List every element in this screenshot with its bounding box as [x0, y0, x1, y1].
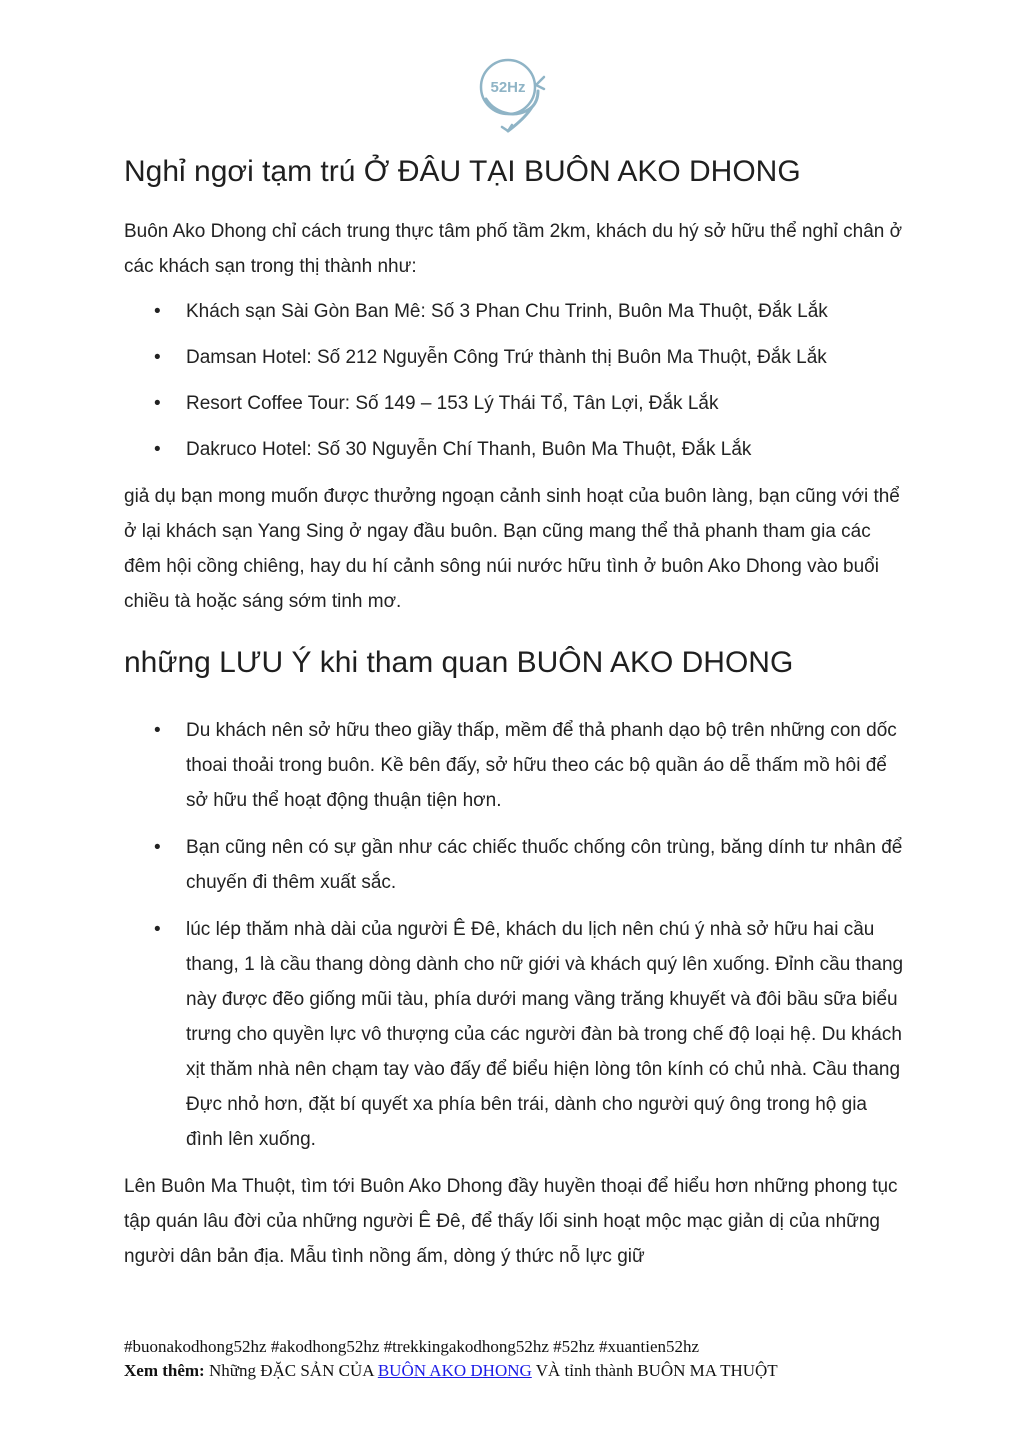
list-item: • Damsan Hotel: Số 212 Nguyễn Công Trứ thành thị Buôn Ma Thuột, Đắk Lắk — [124, 340, 904, 375]
notes-list — [124, 713, 904, 1157]
see-more-label: Xem thêm: — [124, 1361, 205, 1380]
hashtags-line: #buonakodhong52hz #akodhong52hz #trekkingakodhong52hz #52hz #xuantien52hz — [124, 1337, 700, 1356]
page-footer — [124, 1335, 914, 1383]
see-more-before-text: Những ĐẶC SẢN CỦA — [208, 1361, 374, 1380]
heading-where-to-stay: Nghỉ ngơi tạm trú Ở ĐÂU TẠI BUÔN AKO DHONG — [124, 155, 801, 188]
stay-outro-paragraph: giả dụ bạn mong muốn được thưởng ngoạn cảnh sinh hoạt của buôn làng, bạn cũng với thể ở lại khách sạn Yang Sing ở ngay đầu buôn. Bạn cũng mang thể thả phanh tham gia các đêm hội cồng chiêng, hay du hí cảnh sông núi nước hữu tình ở buôn Ako Dhong vào buổi chiều tà hoặc sáng sớm tinh mơ. — [124, 486, 900, 612]
list-item: • Du khách nên sở hữu theo giầy thấp, mềm để thả phanh dạo bộ trên những con dốc thoai thoải trong buôn. Kề bên đấy, sở hữu theo các bộ quần áo dễ thấm mồ hôi để sở hữu thể hoạt động thuận tiện hơn. — [124, 713, 904, 818]
whale-logo-icon — [474, 55, 546, 135]
logo-text: 52Hz — [490, 79, 526, 96]
see-more-line — [124, 1359, 914, 1383]
article-body — [124, 152, 904, 1274]
list-item: • Bạn cũng nên có sự gần như các chiếc thuốc chống côn trùng, băng dính tư nhân để chuyến đi thêm xuất sắc. — [124, 830, 904, 900]
hotel-list — [124, 294, 904, 467]
list-item: • Resort Coffee Tour: Số 149 – 153 Lý Thái Tổ, Tân Lợi, Đắk Lắk — [124, 386, 904, 421]
list-item: • Dakruco Hotel: Số 30 Nguyễn Chí Thanh, Buôn Ma Thuột, Đắk Lắk — [124, 432, 904, 467]
buon-ako-dhong-link[interactable]: BUÔN AKO DHONG — [377, 1361, 532, 1380]
stay-intro-paragraph: Buôn Ako Dhong chỉ cách trung thực tâm phố tầm 2km, khách du hý sở hữu thể nghỉ chân ở các khách sạn trong thị thành như: — [124, 221, 903, 277]
list-item: • Khách sạn Sài Gòn Ban Mê: Số 3 Phan Chu Trinh, Buôn Ma Thuột, Đắk Lắk — [124, 294, 904, 329]
closing-paragraph: Lên Buôn Ma Thuột, tìm tới Buôn Ako Dhong đầy huyền thoại để hiểu hơn những phong tục tập quán lâu đời của những người Ê Đê, để thấy lối sinh hoạt mộc mạc giản dị của những người dân bản địa. Mẫu tình nồng ấm, dòng ý thức nỗ lực giữ — [124, 1176, 898, 1267]
heading-travel-notes: những LƯU Ý khi tham quan BUÔN AKO DHONG — [124, 646, 794, 679]
see-more-after-text: VÀ tỉnh thành BUÔN MA THUỘT — [535, 1361, 778, 1380]
list-item: • lúc lép thăm nhà dài của người Ê Đê, khách du lịch nên chú ý nhà sở hữu hai cầu thang, 1 là cầu thang dòng dành cho nữ giới và khách quý lên xuống. Đỉnh cầu thang này được đẽo giống mũi tàu, phía dưới mang vầng trăng khuyết và đôi bầu sữa biểu trưng cho quyền lực vô thượng của các người đàn bà trong chế độ loại hệ. Du khách xịt thăm nhà nên chạm tay vào đấy để biểu hiện lòng tôn kính có chủ nhà. Cầu thang Đực nhỏ hơn, đặt bí quyết xa phía bên trái, dành cho người quý ông trong hộ gia đình lên xuống. — [124, 912, 904, 1157]
